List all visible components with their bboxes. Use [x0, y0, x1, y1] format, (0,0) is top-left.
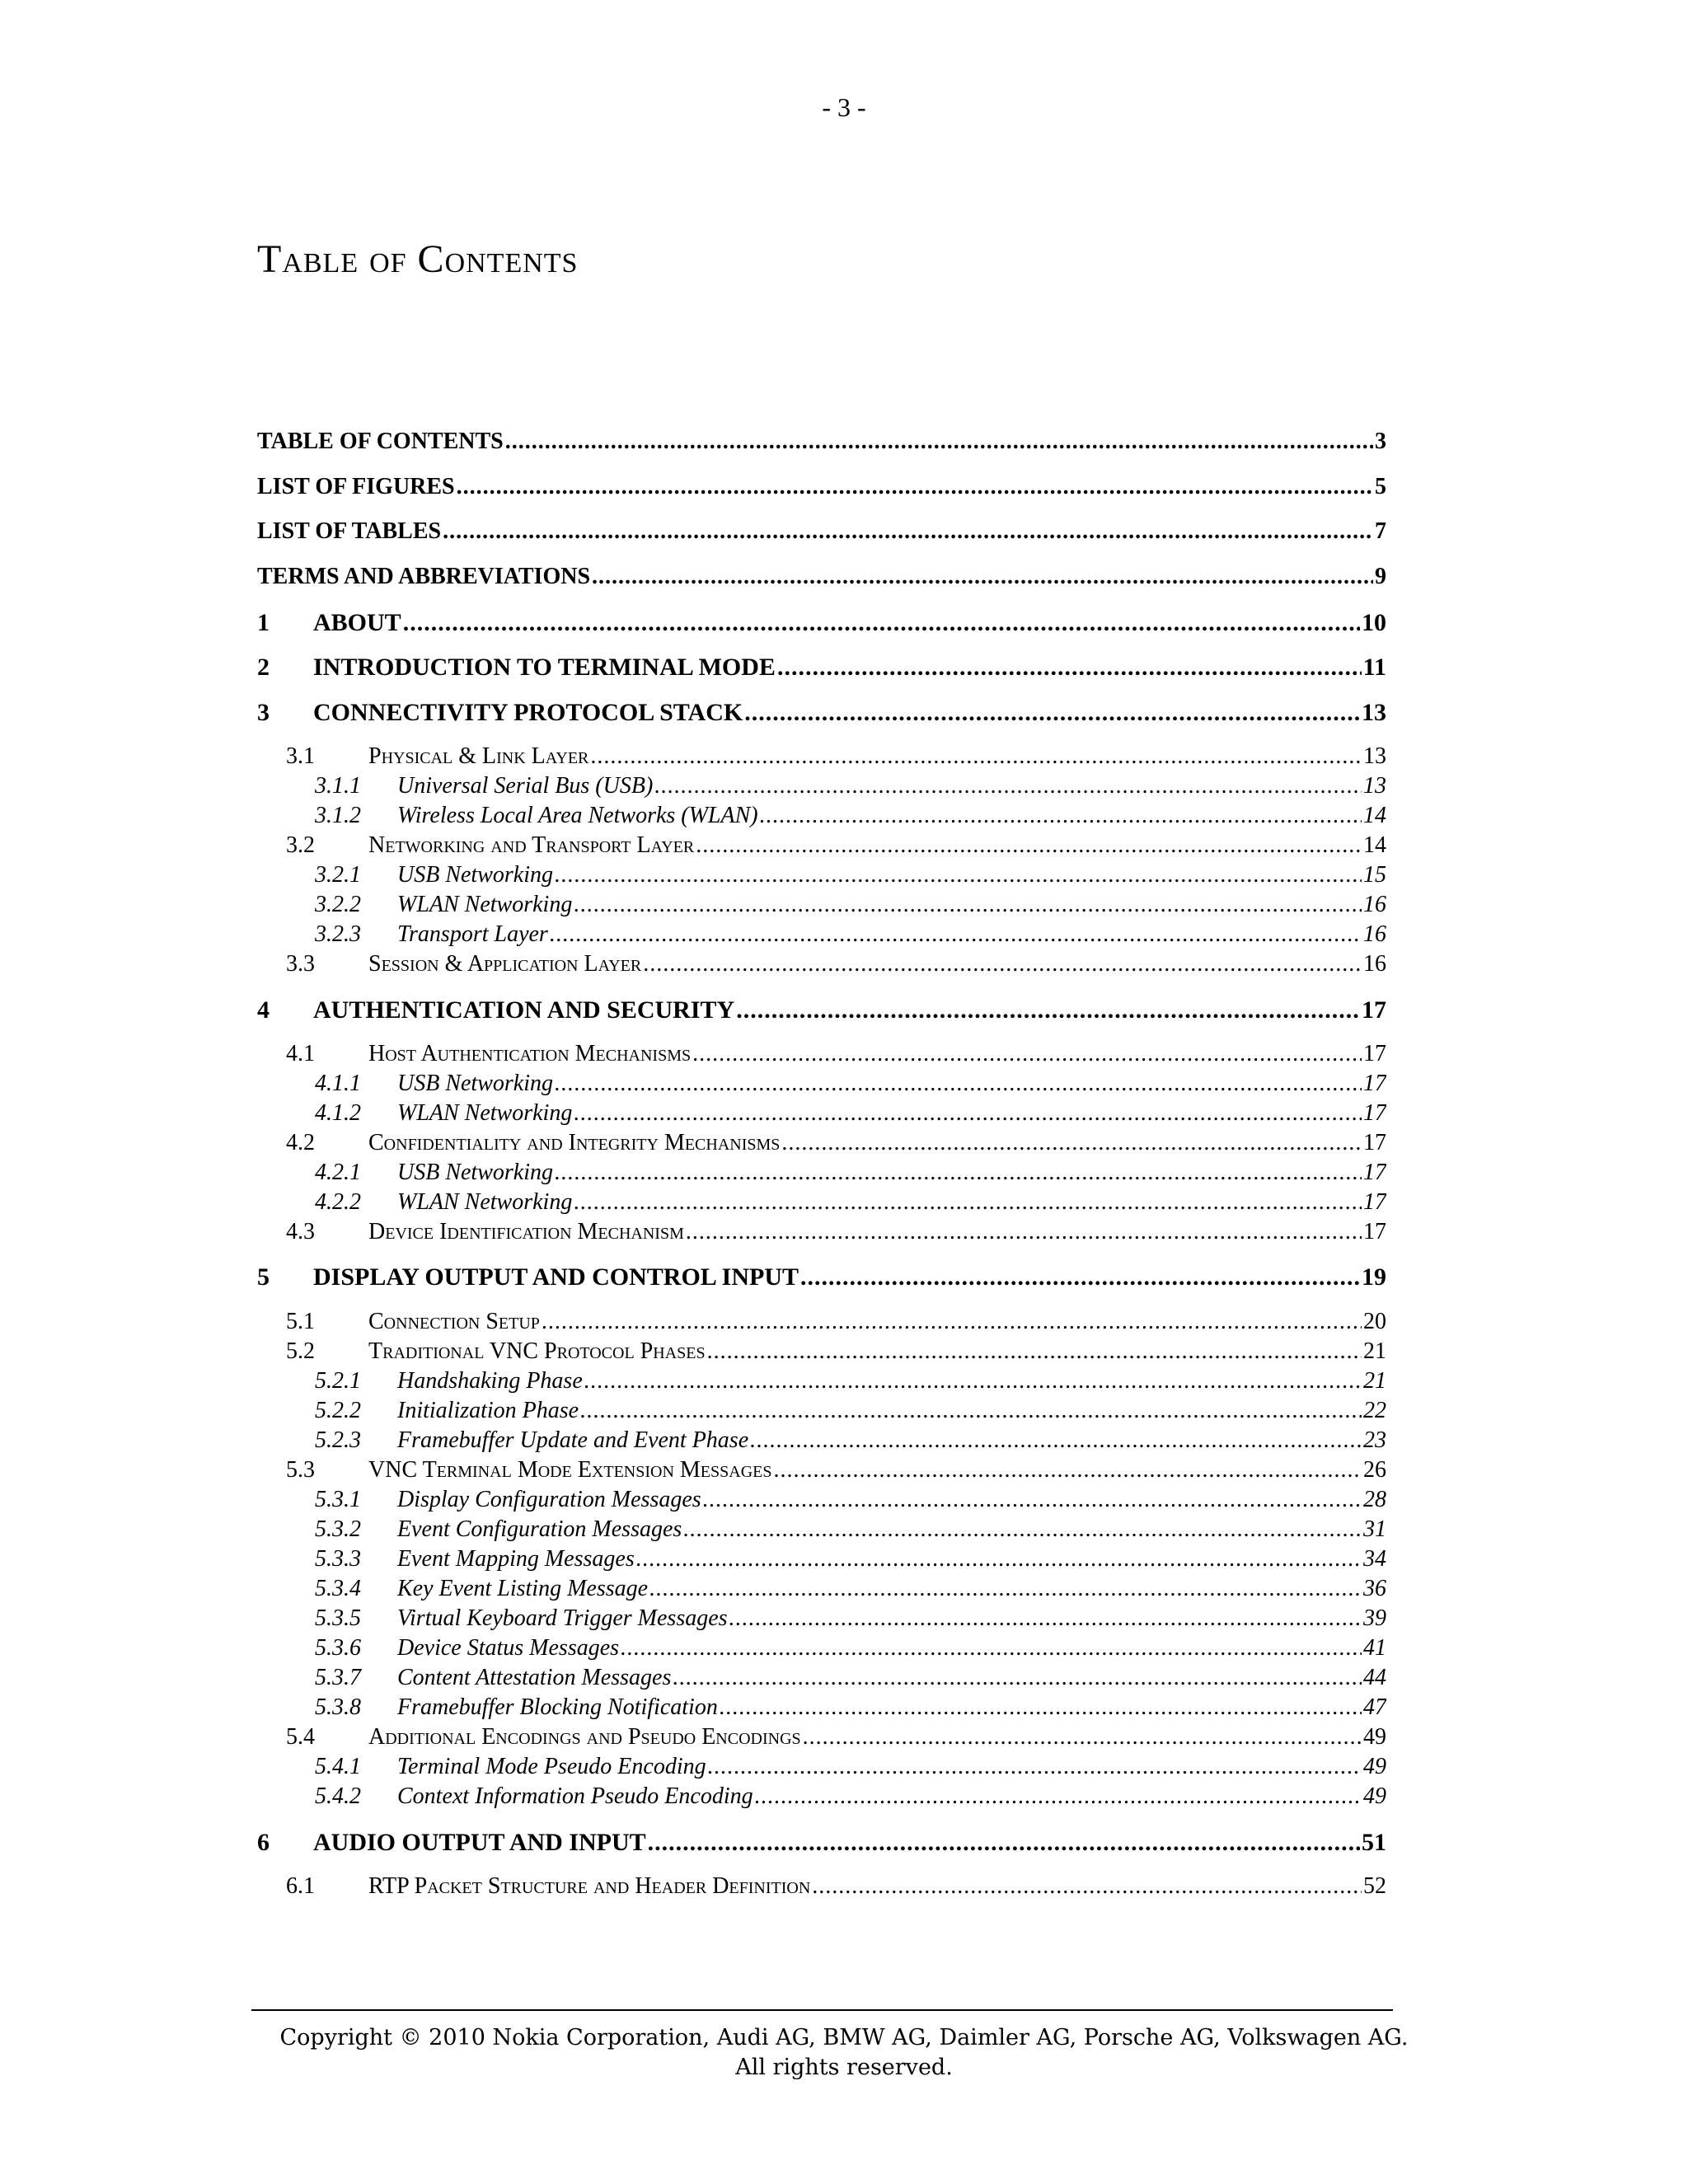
toc-entry-page: 23 — [1363, 1427, 1386, 1453]
toc-entry-page: 17 — [1363, 1100, 1386, 1126]
toc-entry-title: Event Configuration Messages — [397, 1516, 682, 1542]
toc-entry[interactable] — [257, 1829, 1386, 1857]
toc-entry-number: 5.3.2 — [315, 1516, 361, 1542]
toc-entry-title: Context Information Pseudo Encoding — [397, 1783, 753, 1809]
toc-entry-title: Transport Layer — [397, 921, 548, 947]
toc-entry-title: WLAN Networking — [397, 1189, 573, 1215]
toc-entry-title: AUTHENTICATION AND SECURITY — [313, 996, 735, 1024]
toc-dot-leader — [636, 1546, 1362, 1572]
toc-entry[interactable] — [315, 1427, 1386, 1454]
toc-entry[interactable] — [286, 1309, 1386, 1335]
toc-dot-leader — [457, 474, 1373, 500]
toc-entry-title: Physical & Link Layer — [368, 743, 589, 769]
toc-entry-page: 41 — [1363, 1635, 1386, 1661]
toc-entry[interactable] — [286, 1724, 1386, 1750]
toc-entry-number: 4.1 — [286, 1041, 315, 1066]
toc-entry[interactable] — [315, 1605, 1386, 1632]
toc-entry[interactable] — [315, 1487, 1386, 1513]
toc-entry[interactable] — [286, 951, 1386, 977]
toc-entry-number: 3.2.2 — [315, 892, 361, 917]
toc-entry-title: WLAN Networking — [397, 1100, 573, 1126]
toc-entry[interactable] — [286, 1338, 1386, 1365]
toc-entry-title: Terminal Mode Pseudo Encoding — [397, 1754, 706, 1779]
toc-dot-leader — [555, 862, 1362, 888]
toc-entry-number: 5.3.6 — [315, 1635, 361, 1661]
toc-entry[interactable] — [315, 1100, 1386, 1127]
toc-dot-leader — [555, 1071, 1362, 1097]
toc-entry[interactable] — [257, 654, 1386, 682]
toc-entry-number: 5.4 — [286, 1724, 315, 1750]
toc-entry-title: Host Authentication Mechanisms — [368, 1041, 692, 1066]
toc-entry-page: 7 — [1375, 518, 1386, 544]
toc-entry-page: 17 — [1362, 996, 1386, 1024]
toc-dot-leader — [703, 1487, 1362, 1513]
toc-entry[interactable] — [315, 921, 1386, 948]
toc-entry[interactable] — [257, 564, 1386, 590]
toc-entry[interactable] — [257, 609, 1386, 637]
toc-dot-leader — [574, 1100, 1362, 1127]
toc-dot-leader — [574, 892, 1362, 918]
toc-entry-title: Traditional VNC Protocol Phases — [368, 1338, 706, 1364]
toc-entry-title: Event Mapping Messages — [397, 1546, 635, 1572]
toc-dot-leader — [621, 1635, 1362, 1661]
toc-entry-page: 17 — [1363, 1130, 1386, 1155]
toc-entry-page: 17 — [1363, 1071, 1386, 1096]
toc-entry-number: 5.2.3 — [315, 1427, 361, 1453]
copyright-text: Copyright © 2010 Nokia Corporation, Audi AG, BMW AG, Daimler AG, Porsche AG, Volkswagen AG. — [279, 2025, 1409, 2050]
toc-dot-leader — [505, 429, 1373, 455]
toc-entry[interactable] — [315, 1783, 1386, 1810]
toc-entry-title: WLAN Networking — [397, 892, 573, 917]
toc-entry-number: 5.1 — [286, 1309, 315, 1334]
toc-entry-title: RTP Packet Structure and Header Definition — [368, 1873, 811, 1899]
toc-entry[interactable] — [315, 803, 1386, 829]
toc-dot-leader — [683, 1516, 1362, 1543]
toc-dot-leader — [720, 1694, 1362, 1721]
toc-entry-page: 31 — [1363, 1516, 1386, 1542]
toc-dot-leader — [812, 1873, 1362, 1900]
toc-entry-page: 49 — [1363, 1754, 1386, 1779]
toc-entry-title: Content Attestation Messages — [397, 1665, 672, 1690]
toc-dot-leader — [403, 609, 1360, 637]
toc-entry-number: 5.2.2 — [315, 1398, 361, 1423]
toc-dot-leader — [736, 996, 1360, 1024]
toc-dot-leader — [755, 1783, 1362, 1810]
toc-entry-number: 3.1.2 — [315, 803, 361, 828]
toc-entry-page: 21 — [1363, 1368, 1386, 1394]
toc-entry-title: Additional Encodings and Pseudo Encodings — [368, 1724, 801, 1750]
toc-entry-number: 5.4.1 — [315, 1754, 361, 1779]
toc-entry-number: 4 — [257, 996, 270, 1024]
toc-dot-leader — [760, 803, 1362, 829]
toc-entry-title: INTRODUCTION TO TERMINAL MODE — [313, 654, 776, 681]
toc-entry-number: 4.2.2 — [315, 1189, 361, 1215]
toc-dot-leader — [654, 773, 1362, 799]
toc-dot-leader — [542, 1309, 1362, 1335]
toc-entry[interactable] — [286, 743, 1386, 770]
toc-entry-page: 20 — [1363, 1309, 1386, 1334]
toc-dot-leader — [686, 1219, 1362, 1245]
toc-entry[interactable] — [315, 1398, 1386, 1424]
toc-dot-leader — [580, 1398, 1362, 1424]
toc-entry-number: 1 — [257, 609, 270, 636]
toc-entry-title: LIST OF TABLES — [257, 518, 442, 544]
toc-entry[interactable] — [286, 832, 1386, 859]
toc-entry-number: 2 — [257, 654, 270, 681]
toc-dot-leader — [800, 1263, 1360, 1291]
toc-dot-leader — [750, 1427, 1362, 1454]
toc-entry-title: Device Identification Mechanism — [368, 1219, 684, 1244]
toc-entry[interactable] — [257, 699, 1386, 727]
toc-entry-title: Session & Application Layer — [368, 951, 642, 977]
toc-dot-leader — [550, 921, 1362, 948]
toc-entry[interactable] — [315, 1754, 1386, 1780]
toc-dot-leader — [584, 1368, 1362, 1394]
toc-entry-title: Confidentiality and Integrity Mechanisms — [368, 1130, 781, 1155]
toc-entry[interactable] — [315, 1576, 1386, 1602]
toc-entry[interactable] — [315, 773, 1386, 799]
toc-entry-title: USB Networking — [397, 1071, 553, 1096]
toc-entry-title: TABLE OF CONTENTS — [257, 429, 504, 454]
toc-entry-number: 5.3 — [286, 1457, 315, 1483]
toc-entry-title: Device Status Messages — [397, 1635, 620, 1661]
toc-entry-page: 16 — [1363, 921, 1386, 947]
toc-dot-leader — [555, 1160, 1362, 1186]
toc-dot-leader — [696, 832, 1362, 859]
toc-entry-number: 3.3 — [286, 951, 315, 977]
toc-dot-leader — [777, 654, 1362, 682]
toc-entry-number: 3.1.1 — [315, 773, 361, 799]
toc-dot-leader — [673, 1665, 1362, 1691]
toc-entry-page: 5 — [1375, 474, 1386, 499]
toc-entry[interactable] — [315, 862, 1386, 888]
toc-entry-number: 5.3.7 — [315, 1665, 361, 1690]
toc-entry-page: 10 — [1362, 609, 1386, 636]
toc-entry-page: 3 — [1375, 429, 1386, 454]
toc-entry[interactable] — [315, 1665, 1386, 1691]
toc-entry-number: 5.4.2 — [315, 1783, 361, 1809]
page-title: Table of Contents — [257, 237, 579, 281]
toc-entry-title: LIST OF FIGURES — [257, 474, 455, 499]
toc-entry-number: 5.2 — [286, 1338, 315, 1364]
toc-entry-number: 6.1 — [286, 1873, 315, 1899]
toc-entry-page: 17 — [1363, 1160, 1386, 1185]
toc-entry[interactable] — [315, 1546, 1386, 1572]
toc-entry-title: VNC Terminal Mode Extension Messages — [368, 1457, 772, 1483]
toc-entry-number: 5.3.4 — [315, 1576, 361, 1601]
toc-dot-leader — [803, 1724, 1362, 1750]
toc-entry-number: 4.1.1 — [315, 1071, 361, 1096]
toc-entry[interactable] — [257, 429, 1386, 455]
toc-entry-page: 13 — [1363, 773, 1386, 799]
toc-entry-page: 52 — [1363, 1873, 1386, 1899]
toc-dot-leader — [708, 1754, 1362, 1780]
toc-entry[interactable] — [315, 1516, 1386, 1543]
toc-entry-title: Framebuffer Blocking Notification — [397, 1694, 718, 1720]
toc-entry-page: 44 — [1363, 1665, 1386, 1690]
toc-entry-title: TERMS AND ABBREVIATIONS — [257, 564, 591, 589]
toc-entry-page: 14 — [1363, 803, 1386, 828]
toc-entry[interactable] — [286, 1873, 1386, 1900]
toc-entry-title: ABOUT — [313, 609, 401, 636]
toc-dot-leader — [443, 518, 1373, 545]
toc-entry-page: 49 — [1363, 1783, 1386, 1809]
toc-entry-page: 28 — [1363, 1487, 1386, 1512]
toc-entry-page: 21 — [1363, 1338, 1386, 1364]
toc-entry-page: 39 — [1363, 1605, 1386, 1631]
toc-entry[interactable] — [257, 518, 1386, 545]
toc-entry[interactable] — [257, 1263, 1386, 1291]
toc-entry[interactable] — [286, 1041, 1386, 1067]
toc-entry-number: 4.2 — [286, 1130, 315, 1155]
toc-entry[interactable] — [286, 1457, 1386, 1483]
toc-entry[interactable] — [315, 1368, 1386, 1394]
toc-entry-number: 4.1.2 — [315, 1100, 361, 1126]
toc-entry-page: 16 — [1363, 892, 1386, 917]
toc-entry-page: 26 — [1363, 1457, 1386, 1483]
toc-entry-page: 34 — [1363, 1546, 1386, 1572]
toc-entry-number: 3.2.1 — [315, 862, 361, 888]
toc-dot-leader — [729, 1605, 1362, 1632]
footer — [0, 2023, 1688, 2083]
toc-entry-page: 13 — [1363, 743, 1386, 769]
toc-entry-page: 14 — [1363, 832, 1386, 858]
toc-entry-title: USB Networking — [397, 1160, 553, 1185]
toc-dot-leader — [592, 564, 1373, 590]
toc-dot-leader — [692, 1041, 1362, 1067]
toc-entry-title: Framebuffer Update and Event Phase — [397, 1427, 749, 1453]
toc-dot-leader — [774, 1457, 1362, 1483]
toc-dot-leader — [643, 951, 1362, 977]
toc-entry-number: 3.1 — [286, 743, 315, 769]
toc-entry-title: USB Networking — [397, 862, 553, 888]
toc-entry-number: 5.3.3 — [315, 1546, 361, 1572]
toc-entry-title: Universal Serial Bus (USB) — [397, 773, 654, 799]
toc-dot-leader — [590, 743, 1362, 770]
toc-dot-leader — [649, 1576, 1362, 1602]
toc-entry[interactable] — [315, 1694, 1386, 1721]
toc-entry[interactable] — [315, 1071, 1386, 1097]
toc-entry-title: CONNECTIVITY PROTOCOL STACK — [313, 699, 743, 726]
toc-entry-title: Initialization Phase — [397, 1398, 579, 1423]
toc-entry-number: 3.2 — [286, 832, 315, 858]
toc-dot-leader — [707, 1338, 1362, 1365]
toc-entry-title: Virtual Keyboard Trigger Messages — [397, 1605, 728, 1631]
toc-entry-page: 9 — [1375, 564, 1386, 589]
toc-entry-page: 17 — [1363, 1189, 1386, 1215]
toc-entry[interactable] — [286, 1219, 1386, 1245]
toc-entry-page: 22 — [1363, 1398, 1386, 1423]
rights-text: All rights reserved. — [735, 2055, 953, 2080]
toc-dot-leader — [648, 1829, 1360, 1857]
toc-entry-number: 5.2.1 — [315, 1368, 361, 1394]
toc-entry-page: 49 — [1363, 1724, 1386, 1750]
toc-entry-title: Connection Setup — [368, 1309, 540, 1334]
toc-entry-page: 15 — [1363, 862, 1386, 888]
toc-entry-page: 19 — [1362, 1263, 1386, 1291]
toc-entry-number: 5.3.5 — [315, 1605, 361, 1631]
toc-entry-title: AUDIO OUTPUT AND INPUT — [313, 1829, 646, 1856]
toc-entry[interactable] — [315, 1160, 1386, 1186]
toc-entry-number: 4.3 — [286, 1219, 315, 1244]
footer-divider — [251, 2009, 1393, 2011]
toc-entry-page: 16 — [1363, 951, 1386, 977]
toc-entry[interactable] — [315, 892, 1386, 918]
toc-entry-title: Display Configuration Messages — [397, 1487, 701, 1512]
toc-dot-leader — [574, 1189, 1362, 1216]
toc-entry-number: 5.3.1 — [315, 1487, 361, 1512]
toc-entry-page: 17 — [1363, 1041, 1386, 1066]
toc-entry-number: 3 — [257, 699, 270, 726]
toc-entry-page: 11 — [1362, 654, 1386, 681]
toc-entry[interactable] — [315, 1635, 1386, 1661]
toc-entry-title: Key Event Listing Message — [397, 1576, 649, 1601]
toc-entry[interactable] — [257, 996, 1386, 1024]
toc-entry-page: 36 — [1363, 1576, 1386, 1601]
toc-entry-number: 6 — [257, 1829, 270, 1856]
toc-entry-page: 51 — [1362, 1829, 1386, 1856]
toc-entry-page: 47 — [1363, 1694, 1386, 1720]
toc-entry-title: Networking and Transport Layer — [368, 832, 695, 858]
toc-entry-number: 3.2.3 — [315, 921, 361, 947]
toc-dot-leader — [781, 1130, 1362, 1156]
page-number: - 3 - — [822, 92, 866, 122]
toc-entry[interactable] — [286, 1130, 1386, 1156]
toc-entry[interactable] — [315, 1189, 1386, 1216]
toc-entry-title: Wireless Local Area Networks (WLAN) — [397, 803, 758, 828]
toc-entry-number: 5 — [257, 1263, 270, 1291]
toc-entry-title: Handshaking Phase — [397, 1368, 583, 1394]
toc-entry-page: 17 — [1363, 1219, 1386, 1244]
toc-entry[interactable] — [257, 474, 1386, 500]
toc-entry-number: 4.2.1 — [315, 1160, 361, 1185]
toc-dot-leader — [744, 699, 1360, 727]
toc-entry-page: 13 — [1362, 699, 1386, 726]
toc-entry-title: DISPLAY OUTPUT AND CONTROL INPUT — [313, 1263, 799, 1291]
toc-entry-number: 5.3.8 — [315, 1694, 361, 1720]
